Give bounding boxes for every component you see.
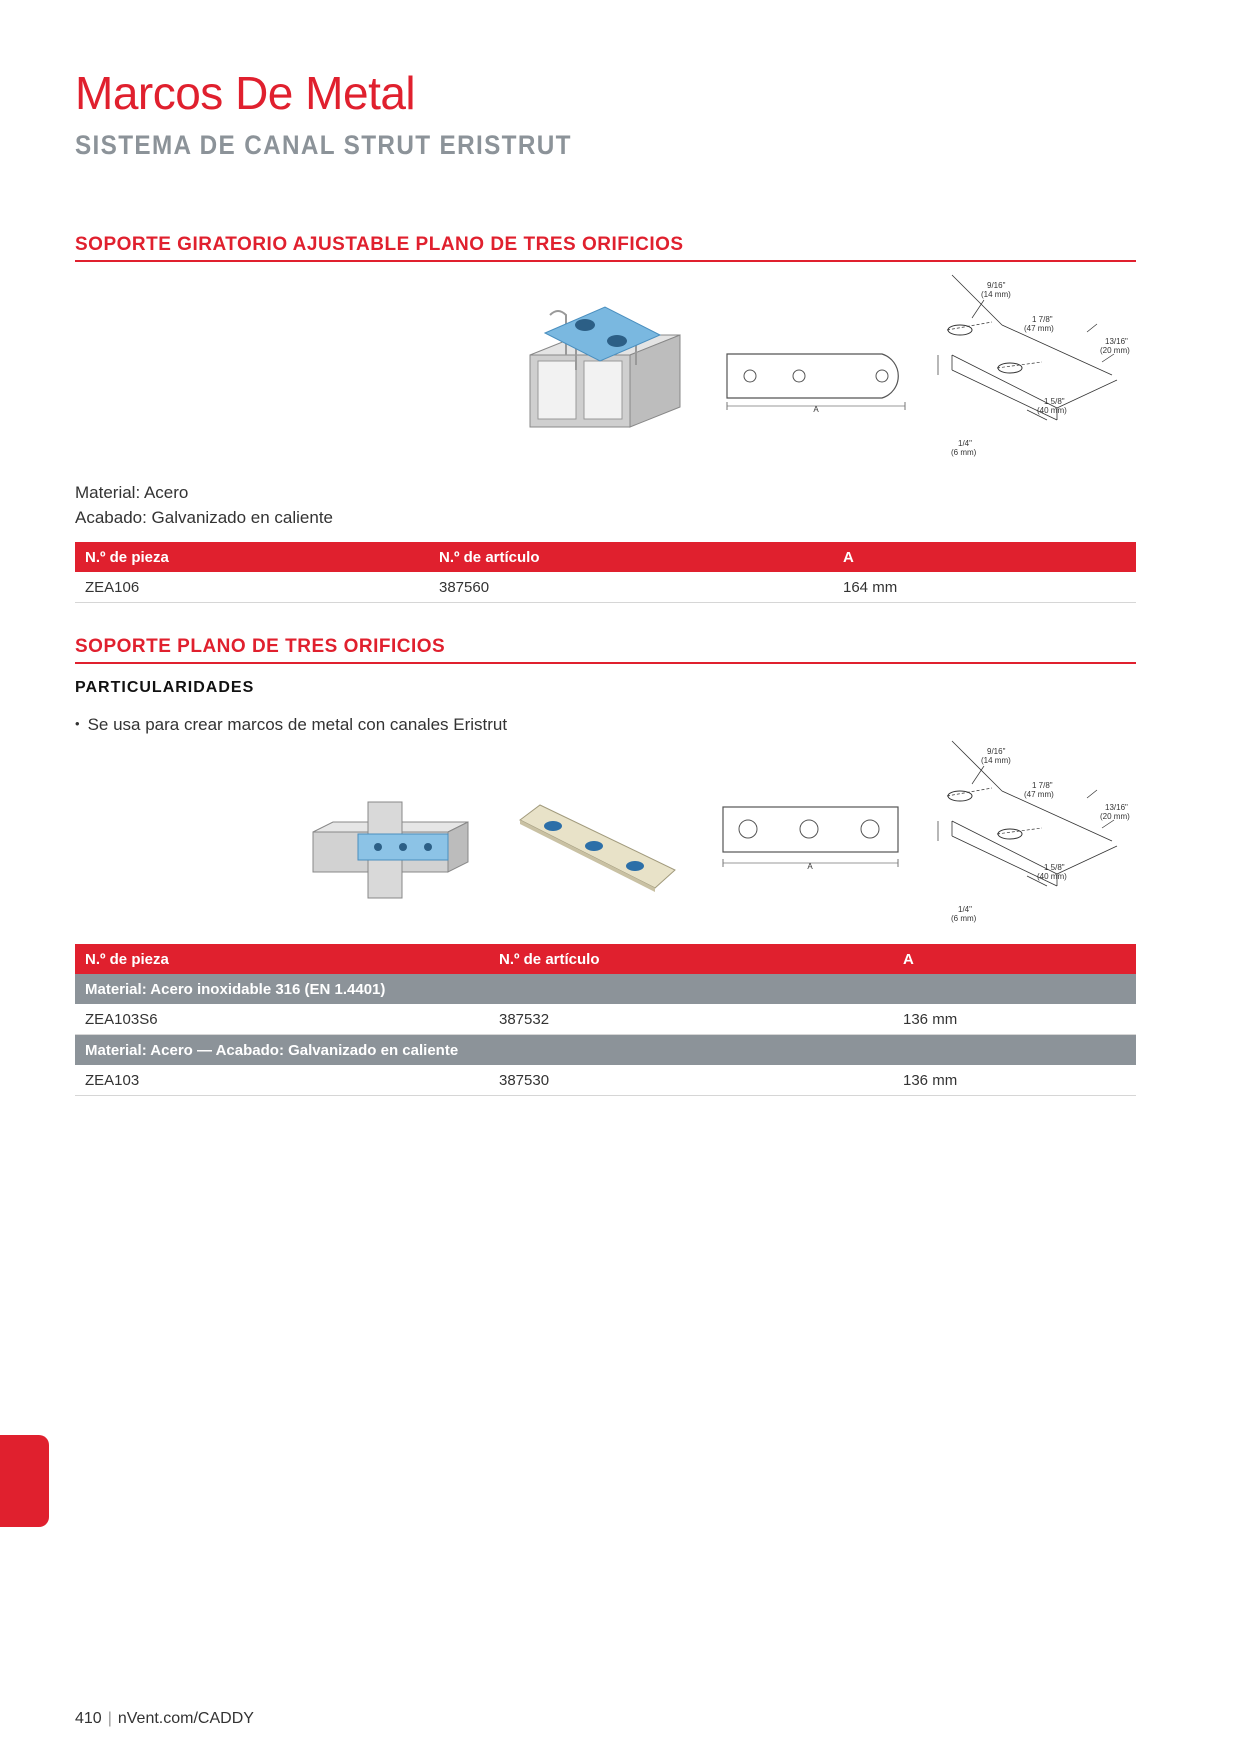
cell-article-number: 387532 (489, 1004, 893, 1035)
col-header-article-number: N.º de artículo (429, 542, 833, 572)
svg-text:13/16": 13/16" (1105, 337, 1128, 346)
table-row (75, 1065, 1136, 1096)
dimension-a-label: A (813, 405, 819, 414)
svg-text:9/16": 9/16" (987, 281, 1006, 290)
svg-text:(14 mm): (14 mm) (981, 756, 1011, 765)
svg-text:(6 mm): (6 mm) (951, 914, 977, 923)
flat-plate-dimension-drawing (932, 736, 1132, 928)
cell-a: 136 mm (893, 1004, 1136, 1035)
svg-text:1/4": 1/4" (958, 439, 972, 448)
svg-text:1 5/8": 1 5/8" (1044, 863, 1065, 872)
svg-text:9/16": 9/16" (987, 747, 1006, 756)
flat-plate-table (75, 944, 1136, 1096)
table-group-row (75, 974, 1136, 1004)
col-header-part-number: N.º de pieza (75, 944, 489, 974)
svg-text:(40 mm): (40 mm) (1037, 872, 1067, 881)
flat-plate-installed-image (308, 800, 473, 900)
svg-text:(6 mm): (6 mm) (951, 448, 977, 457)
features-heading: PARTICULARIDADES (75, 679, 255, 696)
svg-text:1/4": 1/4" (958, 905, 972, 914)
material-text: Material: Acero (75, 483, 189, 502)
table-row (75, 1004, 1136, 1035)
finish-text: Acabado: Galvanizado en caliente (75, 508, 334, 527)
section-heading-swivel-plate: SOPORTE GIRATORIO AJUSTABLE PLANO DE TRES ORIFICIOS (75, 234, 1136, 262)
svg-text:13/16": 13/16" (1105, 803, 1128, 812)
cell-article-number: 387530 (489, 1065, 893, 1096)
svg-text:(47 mm): (47 mm) (1024, 790, 1054, 799)
swivel-plate-product-image (520, 295, 700, 440)
col-header-a: A (893, 944, 1136, 974)
flat-plate-product-image (515, 800, 680, 895)
cell-a: 164 mm (833, 572, 1136, 603)
cell-a: 136 mm (893, 1065, 1136, 1096)
dimension-a-label-2: A (807, 862, 813, 871)
svg-text:(20 mm): (20 mm) (1100, 812, 1130, 821)
svg-text:(47 mm): (47 mm) (1024, 324, 1054, 333)
swivel-plate-drawing (722, 352, 912, 417)
chapter-side-tab (0, 1435, 49, 1527)
page-subtitle: SISTEMA DE CANAL STRUT ERISTRUT (75, 130, 572, 160)
table-group-row (75, 1035, 1136, 1066)
col-header-part-number: N.º de pieza (75, 542, 429, 572)
page-footer: 410 | nVent.com/CADDY (75, 1710, 254, 1727)
col-header-article-number: N.º de artículo (489, 944, 893, 974)
svg-text:(20 mm): (20 mm) (1100, 346, 1130, 355)
page-number: 410 (75, 1710, 102, 1727)
col-header-a: A (833, 542, 1136, 572)
cell-part-number: ZEA106 (75, 572, 429, 603)
swivel-plate-dimension-drawing (932, 270, 1132, 462)
svg-text:1 5/8": 1 5/8" (1044, 397, 1065, 406)
table-row (75, 572, 1136, 603)
svg-text:(40 mm): (40 mm) (1037, 406, 1067, 415)
swivel-plate-table (75, 542, 1136, 603)
footer-url[interactable]: nVent.com/CADDY (117, 1710, 254, 1727)
feature-item: • Se usa para crear marcos de metal con canales Eristrut (75, 715, 507, 735)
cell-article-number: 387560 (429, 572, 833, 603)
svg-text:1 7/8": 1 7/8" (1032, 781, 1053, 790)
group-label-stainless: Material: Acero inoxidable 316 (EN 1.4401) (75, 974, 1136, 1004)
page-title: Marcos De Metal (75, 67, 416, 119)
cell-part-number: ZEA103S6 (75, 1004, 489, 1035)
cell-part-number: ZEA103 (75, 1065, 489, 1096)
section-heading-flat-plate: SOPORTE PLANO DE TRES ORIFICIOS (75, 636, 1136, 664)
group-label-galvanized: Material: Acero — Acabado: Galvanizado en caliente (75, 1035, 1136, 1066)
svg-text:(14 mm): (14 mm) (981, 290, 1011, 299)
flat-plate-drawing (720, 805, 905, 875)
svg-text:1 7/8": 1 7/8" (1032, 315, 1053, 324)
